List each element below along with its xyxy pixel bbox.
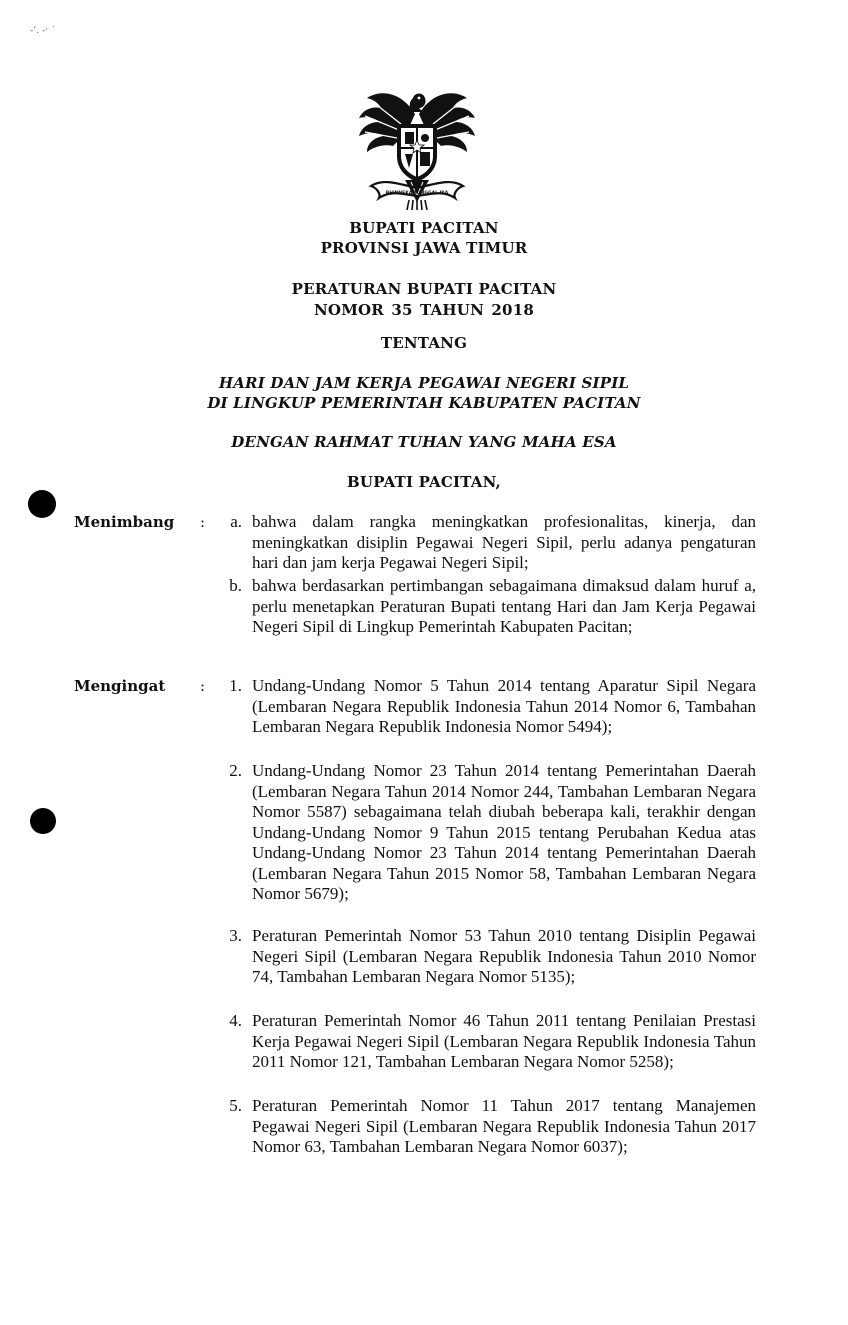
office-title: BUPATI PACITAN	[349, 219, 499, 237]
item-marker: a.	[230, 512, 242, 531]
item-text: Undang-Undang Nomor 5 Tahun 2014 tentang Aparatur Sipil Negara (Lembaran Negara Republik Indonesia Tahun 2014 Nomor 6, Tambahan Lembaran Negara Republik Indonesia Nomor 5494);	[252, 676, 756, 736]
item-text: Peraturan Pemerintah Nomor 46 Tahun 2011 tentang Penilaian Prestasi Kerja Pegawai Negeri Sipil (Lembaran Negara Republik Indonesia Tahun 2011 Nomor 121, Tambahan Lembaran Negara Nomor 5258);	[252, 1011, 756, 1071]
menimbang-colon: :	[200, 513, 206, 531]
province-title: PROVINSI JAWA TIMUR	[320, 239, 528, 257]
item-marker: 3.	[229, 926, 242, 945]
item-text: bahwa dalam rangka meningkatkan profesionalitas, kinerja, dan meningkatkan disiplin Pegawai Negeri Sipil, perlu adanya pengaturan hari dan jam kerja Pegawai Negeri Sipil;	[252, 512, 756, 572]
regulation-number: NOMOR 35 TAHUN 2018	[314, 301, 534, 319]
mengingat-label: Mengingat	[74, 677, 166, 695]
mengingat-item	[210, 1096, 756, 1158]
item-marker: b.	[229, 576, 242, 595]
item-text: bahwa berdasarkan pertimbangan sebagaimana dimaksud dalam huruf a, perlu menetapkan Peraturan Bupati tentang Hari dan Jam Kerja Pegawai Negeri Sipil di Lingkup Pemerintah Kabupaten Pacitan;	[252, 576, 756, 636]
about-heading: TENTANG	[380, 334, 468, 352]
mengingat-colon: :	[200, 677, 206, 695]
item-text: Peraturan Pemerintah Nomor 53 Tahun 2010 tentang Disiplin Pegawai Negeri Sipil (Lembaran Negara Republik Indonesia Tahun 2010 Nomor 74, Tambahan Lembaran Negara Nomor 5135);	[252, 926, 756, 986]
mengingat-item	[210, 1011, 756, 1073]
item-marker: 1.	[229, 676, 242, 695]
menimbang-item	[210, 512, 756, 574]
regulation-title: PERATURAN BUPATI PACITAN	[291, 280, 557, 298]
garuda-emblem-icon	[353, 84, 481, 216]
punch-hole-top	[28, 490, 56, 518]
mengingat-item	[210, 926, 756, 988]
subject-line-2: DI LINGKUP PEMERINTAH KABUPATEN PACITAN	[207, 394, 641, 412]
item-marker: 5.	[229, 1096, 242, 1115]
menimbang-item	[210, 576, 756, 638]
mengingat-item	[210, 761, 756, 905]
item-text: Undang-Undang Nomor 23 Tahun 2014 tentang Pemerintahan Daerah (Lembaran Negara Tahun 2014 Nomor 244, Tambahan Lembaran Negara Nomor 5587) sebagaimana telah diubah beberapa kali, terakhir dengan Undang-Undang Nomor 9 Tahun 2015 tentang Perubahan Kedua atas Undang-Undang Nomor 23 Tahun 2014 tentang Pemerintahan Daerah (Lembaran Negara Tahun 2015 Nomor 58, Tambahan Lembaran Negara Nomor 5679);	[252, 761, 756, 903]
subject-line-1: HARI DAN JAM KERJA PEGAWAI NEGERI SIPIL	[218, 374, 630, 392]
item-text: Peraturan Pemerintah Nomor 11 Tahun 2017 tentang Manajemen Pegawai Negeri Sipil (Lembaran Negara Republik Indonesia Tahun 2017 Nomor 63, Tambahan Lembaran Negara Nomor 6037);	[252, 1096, 756, 1156]
item-marker: 4.	[229, 1011, 242, 1030]
issuer-line: BUPATI PACITAN,	[347, 473, 501, 491]
punch-hole-bottom	[30, 808, 56, 834]
mengingat-item	[210, 676, 756, 738]
emblem-motto: BHINNEKA TUNGGAL IKA	[385, 191, 449, 196]
blessing-line: DENGAN RAHMAT TUHAN YANG MAHA ESA	[231, 433, 617, 451]
item-marker: 2.	[229, 761, 242, 780]
menimbang-label: Menimbang	[74, 513, 175, 531]
scan-artifact: -’․ -ˑ ˙	[30, 26, 56, 36]
